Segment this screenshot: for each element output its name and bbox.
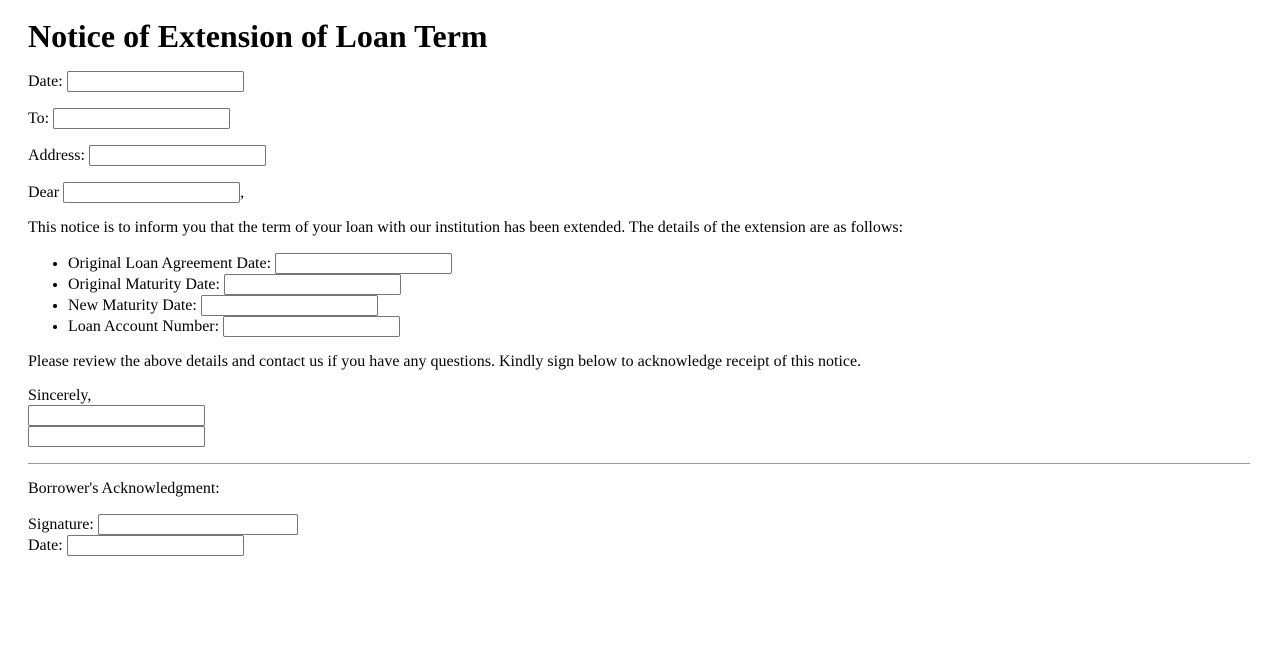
borrower-signature-input[interactable] xyxy=(98,514,298,535)
borrower-date-input[interactable] xyxy=(67,535,244,556)
original-loan-agreement-date-input[interactable] xyxy=(275,253,452,274)
date-field-row xyxy=(28,71,1250,92)
intro-paragraph: This notice is to inform you that the term of your loan with our institution has been extended. The details of the extension are as follows: xyxy=(28,218,904,236)
salutation-input[interactable] xyxy=(63,182,240,203)
new-maturity-date-label: New Maturity Date: xyxy=(68,296,197,314)
new-maturity-date-input[interactable] xyxy=(201,295,378,316)
loan-details-list xyxy=(28,253,1250,337)
to-label: To: xyxy=(28,109,50,127)
salutation-row xyxy=(28,182,1250,203)
borrower-signature-label: Signature: xyxy=(28,515,94,533)
list-item xyxy=(68,316,1250,337)
closing-paragraph: Please review the above details and contact us if you have any questions. Kindly sign below to acknowledge receipt of this notice. xyxy=(28,352,862,370)
page-title: Notice of Extension of Loan Term xyxy=(28,18,488,54)
loan-account-number-label: Loan Account Number: xyxy=(68,317,220,335)
to-field-row xyxy=(28,108,1250,129)
loan-account-number-input[interactable] xyxy=(223,316,400,337)
address-label: Address: xyxy=(28,146,85,164)
signoff-title-input[interactable] xyxy=(28,426,205,447)
signoff-block xyxy=(28,387,1250,447)
original-loan-agreement-date-label: Original Loan Agreement Date: xyxy=(68,254,272,272)
address-input[interactable] xyxy=(89,145,266,166)
date-input[interactable] xyxy=(67,71,244,92)
salutation-suffix: , xyxy=(240,183,245,201)
list-item xyxy=(68,295,1250,316)
to-input[interactable] xyxy=(53,108,230,129)
borrower-date-label: Date: xyxy=(28,536,63,554)
signoff-name-input[interactable] xyxy=(28,405,205,426)
acknowledgment-block xyxy=(28,514,1250,556)
original-maturity-date-label: Original Maturity Date: xyxy=(68,275,220,293)
salutation-label: Dear xyxy=(28,183,60,201)
list-item xyxy=(68,253,1250,274)
original-maturity-date-input[interactable] xyxy=(224,274,401,295)
divider xyxy=(28,463,1250,464)
acknowledgment-heading: Borrower's Acknowledgment: xyxy=(28,479,220,497)
signoff-label: Sincerely, xyxy=(28,386,92,404)
address-field-row xyxy=(28,145,1250,166)
date-label: Date: xyxy=(28,72,63,90)
list-item xyxy=(68,274,1250,295)
